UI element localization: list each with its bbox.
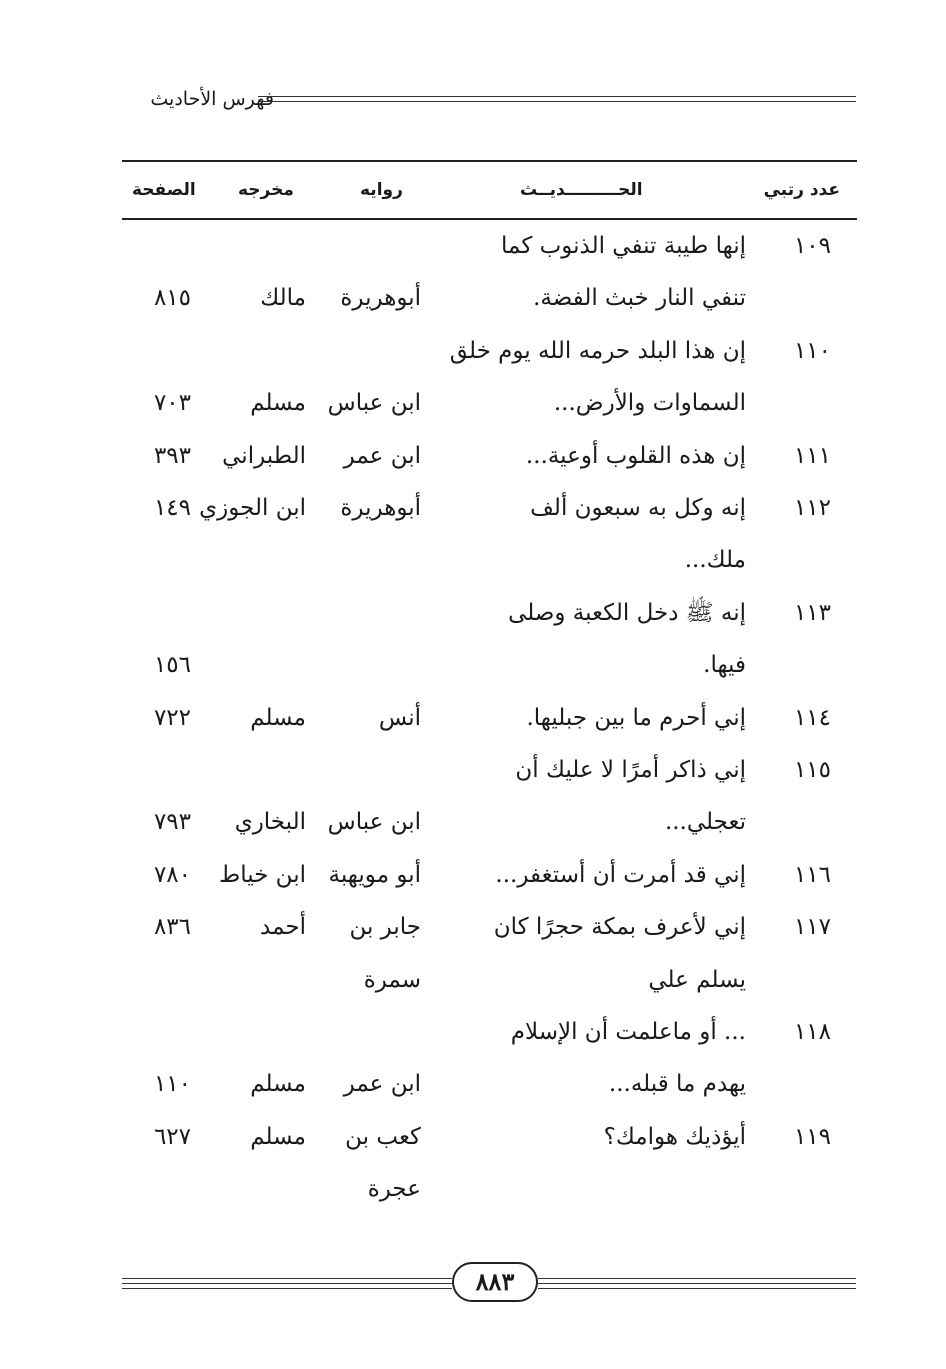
source: ابن الجوزي [199, 495, 306, 521]
hadith-text: يسلم علي [648, 966, 746, 993]
page-ref: ١١٠ [153, 1071, 191, 1098]
footer-rule-left-1 [122, 1278, 452, 1279]
source: مسلم [250, 704, 306, 731]
narrator: ابن عباس [327, 390, 421, 417]
hadith-text: إني لأعرف بمكة حجرًا كان [493, 914, 746, 941]
row-number: ١١٤ [793, 704, 831, 731]
page-ref: ٨١٥ [153, 285, 191, 312]
narrator: كعب بن [345, 1123, 421, 1150]
table-row [0, 954, 946, 1006]
table-row [0, 482, 946, 534]
column-header-source: مخرجه [238, 180, 294, 200]
column-header-narrator: روايه [360, 180, 403, 200]
hadith-text: تعجلي... [664, 809, 746, 836]
narrator: سمرة [363, 966, 421, 993]
source: مسلم [250, 1071, 306, 1098]
header-rule-bottom [258, 101, 856, 102]
footer-rule-right-2 [538, 1283, 856, 1284]
narrator: عجرة [367, 1176, 421, 1203]
hadith-text: إني قد أمرت أن أستغفر... [495, 861, 746, 888]
source: ابن خياط [218, 861, 306, 888]
narrator: ابن عمر [343, 442, 421, 469]
page-number: ٨٨٣ [475, 1267, 515, 1296]
source: الطبراني [222, 442, 306, 469]
table-row [0, 272, 946, 324]
hadith-text: إن هذا البلد حرمه الله يوم خلق [449, 337, 746, 364]
hadith-text: إني أحرم ما بين جبليها. [526, 704, 746, 731]
page-ref: ١٥٦ [153, 652, 191, 679]
hadith-text: إنه وكل به سبعون ألف [530, 495, 746, 521]
page-ref: ٣٩٣ [153, 442, 191, 469]
hadith-text: إنه ﷺ دخل الكعبة وصلى [508, 599, 746, 626]
table-row [0, 587, 946, 639]
hadith-text: تنفي النار خبث الفضة. [533, 285, 746, 312]
footer-rule-right-3 [538, 1288, 856, 1289]
page-ref: ٨٣٦ [153, 914, 191, 941]
table-row [0, 849, 946, 901]
table-row [0, 1058, 946, 1110]
table-row [0, 744, 946, 796]
row-number: ١١٧ [793, 914, 831, 941]
table-row [0, 1163, 946, 1215]
table-row [0, 1111, 946, 1163]
page-ref: ١٤٩ [153, 495, 191, 521]
column-header-page: الصفحة [132, 180, 196, 200]
source: مسلم [250, 390, 306, 417]
page-ref: ٦٢٧ [153, 1123, 191, 1150]
narrator: أبوهريرة [340, 495, 421, 521]
table-row [0, 220, 946, 272]
hadith-text: السماوات والأرض... [553, 390, 746, 417]
footer-rule-left-2 [122, 1283, 452, 1284]
table-top-rule [122, 160, 857, 162]
narrator: ابن عمر [343, 1071, 421, 1098]
hadith-text: فيها. [703, 652, 746, 679]
footer-rule-left-3 [122, 1288, 452, 1289]
column-header-number: عدد رتبي [763, 180, 840, 200]
source: البخاري [234, 809, 306, 836]
source: مالك [260, 285, 306, 312]
hadith-text: أيؤذيك هوامك؟ [603, 1123, 746, 1150]
source: أحمد [260, 914, 306, 941]
narrator: ابن عباس [327, 809, 421, 836]
row-number: ١١٢ [793, 495, 831, 521]
table-row [0, 901, 946, 953]
narrator: أنس [378, 704, 421, 731]
header-rule-top [258, 96, 856, 97]
table-row [0, 692, 946, 744]
hadith-text: إنها طيبة تنفي الذنوب كما [501, 233, 746, 259]
row-number: ١١٠ [793, 337, 831, 364]
source: مسلم [250, 1123, 306, 1150]
row-number: ١١١ [793, 442, 831, 469]
hadith-text: يهدم ما قبله... [608, 1071, 746, 1098]
row-number: ١١٥ [793, 757, 831, 783]
footer-rule-right-1 [538, 1278, 856, 1279]
hadith-text: ملك... [684, 547, 746, 574]
hadith-text: إن هذه القلوب أوعية... [525, 442, 746, 469]
table-row [0, 430, 946, 482]
table-row [0, 534, 946, 586]
column-header-hadith: الحـــــــــديــث [520, 180, 643, 200]
row-number: ١١٩ [793, 1123, 831, 1150]
table-row [0, 796, 946, 848]
table-row [0, 325, 946, 377]
narrator: جابر بن [349, 914, 421, 941]
page-ref: ٧٨٠ [153, 861, 191, 888]
hadith-text: ... أو ماعلمت أن الإسلام [510, 1019, 746, 1045]
table-row [0, 1006, 946, 1058]
page-ref: ٧٠٣ [153, 390, 191, 417]
table-row [0, 377, 946, 429]
row-number: ١٠٩ [793, 233, 831, 259]
table-row [0, 639, 946, 691]
page-ref: ٧٩٣ [153, 809, 191, 836]
row-number: ١١٣ [793, 599, 831, 626]
row-number: ١١٦ [793, 861, 831, 888]
page-ref: ٧٢٢ [153, 704, 191, 731]
row-number: ١١٨ [793, 1019, 831, 1045]
hadith-text: إني ذاكر أمرًا لا عليك أن [515, 757, 746, 783]
narrator: أبو مويهبة [328, 861, 421, 888]
running-header-title: فهرس الأحاديث [150, 88, 274, 110]
narrator: أبوهريرة [340, 285, 421, 312]
